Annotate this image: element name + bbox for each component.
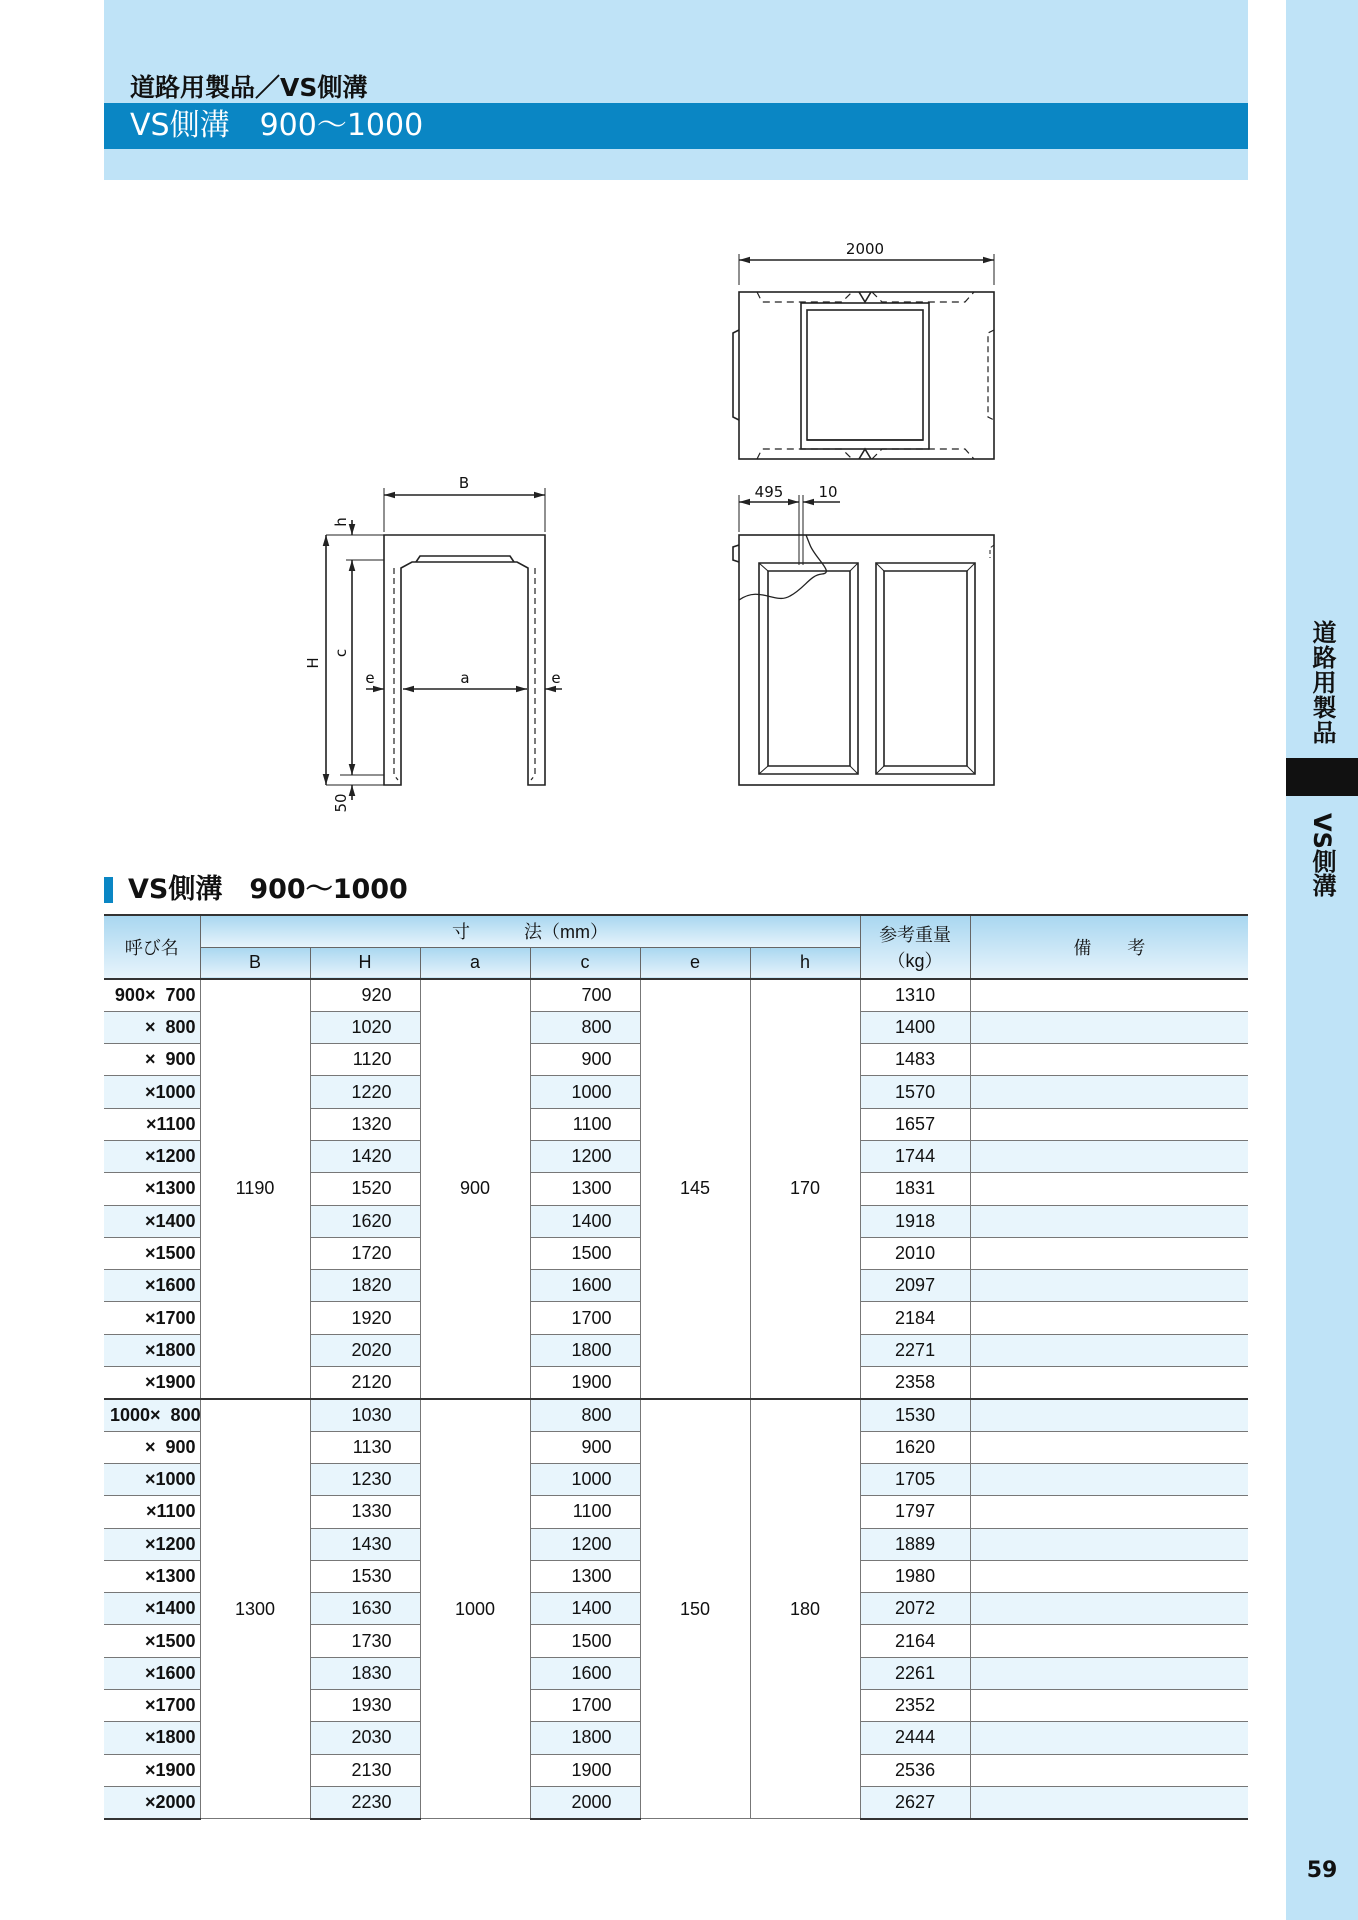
header-weight-line1: 参考重量 [879, 925, 952, 945]
cell-weight: 2261 [860, 1657, 970, 1689]
plan-view-drawing [733, 254, 994, 459]
cell-c: 1900 [530, 1754, 640, 1786]
cell-c: 2000 [530, 1786, 640, 1818]
cell-H: 1030 [310, 1399, 420, 1431]
cell-H: 920 [310, 979, 420, 1011]
cell-weight: 1657 [860, 1108, 970, 1140]
dim-label-e-left: e [365, 669, 375, 687]
cell-remarks [970, 1431, 1248, 1463]
cell-c: 1000 [530, 1463, 640, 1495]
cell-c: 1800 [530, 1334, 640, 1366]
cell-weight: 1918 [860, 1205, 970, 1237]
cell-weight: 2010 [860, 1237, 970, 1269]
cell-c: 1900 [530, 1367, 640, 1399]
cell-c: 700 [530, 979, 640, 1011]
cell-weight: 1483 [860, 1044, 970, 1076]
cell-c: 1300 [530, 1560, 640, 1592]
cell-H: 1430 [310, 1528, 420, 1560]
cell-H: 1220 [310, 1076, 420, 1108]
cell-weight: 2358 [860, 1367, 970, 1399]
cell-name: ×1900 [104, 1367, 200, 1399]
cell-name: ×1400 [104, 1205, 200, 1237]
cell-H: 2020 [310, 1334, 420, 1366]
cell-c: 1400 [530, 1205, 640, 1237]
cell-remarks [970, 1657, 1248, 1689]
cell-remarks [970, 1528, 1248, 1560]
cell-h: 180 [750, 1399, 860, 1819]
cell-weight: 1705 [860, 1463, 970, 1495]
cell-c: 1200 [530, 1140, 640, 1172]
cell-a: 900 [420, 979, 530, 1399]
cell-H: 1630 [310, 1593, 420, 1625]
table-row [104, 979, 1248, 1011]
cell-remarks [970, 1625, 1248, 1657]
cell-weight: 1400 [860, 1011, 970, 1043]
cell-remarks [970, 1786, 1248, 1818]
cell-H: 1120 [310, 1044, 420, 1076]
cell-H: 2130 [310, 1754, 420, 1786]
header-H: H [310, 947, 420, 979]
header-c: c [530, 947, 640, 979]
cell-c: 1400 [530, 1593, 640, 1625]
cell-c: 800 [530, 1399, 640, 1431]
cell-H: 1230 [310, 1463, 420, 1495]
header-dimensions: 寸 法（mm） [200, 915, 860, 947]
cell-name: ×1500 [104, 1237, 200, 1269]
cell-remarks [970, 1593, 1248, 1625]
cell-name: × 900 [104, 1044, 200, 1076]
cell-weight: 1310 [860, 979, 970, 1011]
cell-remarks [970, 1722, 1248, 1754]
cell-remarks [970, 1011, 1248, 1043]
cell-remarks [970, 1334, 1248, 1366]
cell-name: ×1100 [104, 1108, 200, 1140]
cell-c: 1200 [530, 1528, 640, 1560]
table-row [104, 1399, 1248, 1431]
cell-H: 1330 [310, 1496, 420, 1528]
cell-c: 1600 [530, 1657, 640, 1689]
cell-e: 145 [640, 979, 750, 1399]
cell-weight: 1530 [860, 1399, 970, 1431]
cell-H: 1930 [310, 1690, 420, 1722]
cell-name: 1000× 800 [104, 1399, 200, 1431]
cell-H: 1420 [310, 1140, 420, 1172]
header-name: 呼び名 [104, 915, 200, 979]
dim-label-10: 10 [818, 483, 838, 501]
cross-section-drawing [326, 488, 562, 800]
cell-weight: 1831 [860, 1173, 970, 1205]
cell-B: 1190 [200, 979, 310, 1399]
cell-weight: 1744 [860, 1140, 970, 1172]
cell-H: 1720 [310, 1237, 420, 1269]
cell-H: 1320 [310, 1108, 420, 1140]
cell-name: ×1600 [104, 1657, 200, 1689]
cell-name: ×1200 [104, 1140, 200, 1172]
cell-H: 1820 [310, 1270, 420, 1302]
cell-c: 1700 [530, 1690, 640, 1722]
cell-remarks [970, 1108, 1248, 1140]
cell-H: 1920 [310, 1302, 420, 1334]
cell-weight: 2352 [860, 1690, 970, 1722]
cell-name: × 900 [104, 1431, 200, 1463]
cell-remarks [970, 1496, 1248, 1528]
cell-H: 2030 [310, 1722, 420, 1754]
cell-c: 800 [530, 1011, 640, 1043]
cell-name: ×1300 [104, 1173, 200, 1205]
cell-a: 1000 [420, 1399, 530, 1819]
side-view-drawing [733, 495, 994, 785]
cell-name: ×1600 [104, 1270, 200, 1302]
cell-c: 1500 [530, 1237, 640, 1269]
cell-remarks [970, 1173, 1248, 1205]
cell-remarks [970, 1399, 1248, 1431]
cell-remarks [970, 1560, 1248, 1592]
dim-label-c: c [332, 648, 350, 658]
page-number: 59 [1306, 1858, 1338, 1883]
cell-weight: 2184 [860, 1302, 970, 1334]
cell-remarks [970, 1270, 1248, 1302]
cell-H: 1620 [310, 1205, 420, 1237]
cell-name: ×1700 [104, 1302, 200, 1334]
cell-c: 1100 [530, 1496, 640, 1528]
cell-name: ×1800 [104, 1334, 200, 1366]
cell-name: ×1300 [104, 1560, 200, 1592]
dim-label-495: 495 [754, 483, 784, 501]
spec-table-body [104, 979, 1248, 1819]
cell-remarks [970, 1690, 1248, 1722]
cell-name: ×1900 [104, 1754, 200, 1786]
dim-label-h: h [332, 517, 350, 527]
cell-H: 1830 [310, 1657, 420, 1689]
cell-weight: 2536 [860, 1754, 970, 1786]
cell-remarks [970, 1205, 1248, 1237]
cell-remarks [970, 1302, 1248, 1334]
sidebar-category: 道路用製品 [1308, 619, 1336, 745]
cell-H: 2230 [310, 1786, 420, 1818]
cell-c: 1700 [530, 1302, 640, 1334]
dim-label-e-right: e [551, 669, 561, 687]
cell-c: 900 [530, 1431, 640, 1463]
cell-c: 900 [530, 1044, 640, 1076]
cell-e: 150 [640, 1399, 750, 1819]
cell-remarks [970, 1237, 1248, 1269]
cell-name: 900× 700 [104, 979, 200, 1011]
cell-remarks [970, 1754, 1248, 1786]
spec-table [104, 914, 1248, 1820]
header-a: a [420, 947, 530, 979]
cell-c: 1600 [530, 1270, 640, 1302]
cell-name: ×1700 [104, 1690, 200, 1722]
cell-c: 1300 [530, 1173, 640, 1205]
cell-H: 2120 [310, 1367, 420, 1399]
cell-remarks [970, 1463, 1248, 1495]
cell-name: ×1000 [104, 1463, 200, 1495]
cell-H: 1530 [310, 1560, 420, 1592]
header-remarks: 備 考 [970, 915, 1248, 979]
cell-H: 1520 [310, 1173, 420, 1205]
header-weight-line2: （kg） [887, 951, 943, 971]
dim-label-B: B [458, 474, 470, 492]
cell-name: ×1800 [104, 1722, 200, 1754]
dim-label-a: a [460, 669, 470, 687]
cell-c: 1800 [530, 1722, 640, 1754]
cell-remarks [970, 1076, 1248, 1108]
cell-weight: 2271 [860, 1334, 970, 1366]
page-title: VS側溝 900〜1000 [130, 108, 424, 143]
cell-c: 1000 [530, 1076, 640, 1108]
dim-label-50: 50 [332, 793, 350, 813]
cell-name: × 800 [104, 1011, 200, 1043]
breadcrumb: 道路用製品／VS側溝 [130, 73, 368, 102]
cell-weight: 2072 [860, 1593, 970, 1625]
cell-name: ×1200 [104, 1528, 200, 1560]
technical-drawings [0, 0, 1358, 860]
header-h: h [750, 947, 860, 979]
cell-H: 1730 [310, 1625, 420, 1657]
cell-H: 1020 [310, 1011, 420, 1043]
dim-label-H: H [304, 657, 322, 669]
cell-weight: 2164 [860, 1625, 970, 1657]
cell-weight: 1620 [860, 1431, 970, 1463]
cell-remarks [970, 979, 1248, 1011]
cell-name: ×1400 [104, 1593, 200, 1625]
cell-weight: 2627 [860, 1786, 970, 1818]
cell-H: 1130 [310, 1431, 420, 1463]
cell-B: 1300 [200, 1399, 310, 1819]
cell-h: 170 [750, 979, 860, 1399]
cell-remarks [970, 1044, 1248, 1076]
cell-remarks [970, 1367, 1248, 1399]
cell-name: ×1000 [104, 1076, 200, 1108]
cell-weight: 1889 [860, 1528, 970, 1560]
cell-name: ×1100 [104, 1496, 200, 1528]
cell-weight: 2444 [860, 1722, 970, 1754]
cell-remarks [970, 1140, 1248, 1172]
dim-label-2000: 2000 [845, 240, 885, 258]
cell-c: 1500 [530, 1625, 640, 1657]
header-B: B [200, 947, 310, 979]
cell-weight: 1980 [860, 1560, 970, 1592]
header-weight [860, 915, 970, 979]
cell-name: ×2000 [104, 1786, 200, 1818]
cell-name: ×1500 [104, 1625, 200, 1657]
cell-weight: 1797 [860, 1496, 970, 1528]
section-marker [104, 877, 113, 903]
cell-c: 1100 [530, 1108, 640, 1140]
header-e: e [640, 947, 750, 979]
section-title: VS側溝 900〜1000 [128, 874, 408, 905]
cell-weight: 1570 [860, 1076, 970, 1108]
cell-weight: 2097 [860, 1270, 970, 1302]
sidebar-item: VS側溝 [1308, 813, 1336, 897]
